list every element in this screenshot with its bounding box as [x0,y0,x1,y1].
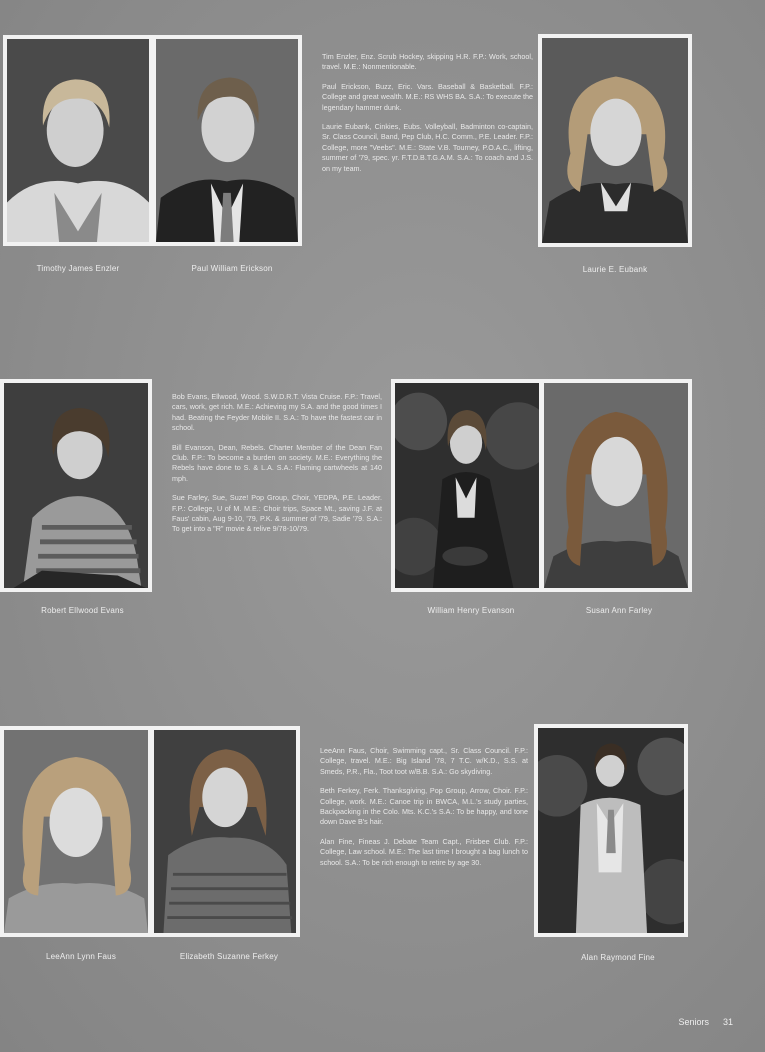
bio-faus: LeeAnn Faus, Choir, Swimming capt., Sr. Class Council. F.P.: College, travel. M.E.: Big Island '78, 7 T.C. w/K.D., S.S. at Smeds, P.R., Fla., Toot toot w/B.B. S.A.: Go skydiving. [320,746,528,776]
bio-fine: Alan Fine, Fineas J. Debate Team Capt., Frisbee Club. F.P.: College, Law school. M.E.: The last time I brought a bag lunch to school. S.A.: To be rich enough to retire by age 30. [320,836,528,867]
section-label: Seniors [678,1017,709,1027]
page-footer [678,1017,733,1027]
senior-name-fine: Alan Raymond Fine [581,953,655,962]
senior-name-ferkey: Elizabeth Suzanne Ferkey [179,952,279,961]
portrait-photo-erickson [152,35,302,246]
portrait-photo-faus [0,726,152,937]
senior-name-enzler: Timothy James Enzler [36,264,120,273]
portrait-photo-eubank [538,34,692,247]
bio-eubank: Laurie Eubank, Cinkies, Eubs. Volleyball, Badminton co-captain, Sr. Class Council, Band, Pep Club, H.C. Comm., P.E. Leader. F.P.: College, more "Veebs". M.E.: State V.B. Tourney, P.O.A.C., lifting, summer of '79, spec. yr. F.T.D.B.T.G.A.M. S.A.: To coach and J.S. on my team. [322,122,533,173]
portrait-photo-fine [534,724,688,937]
portrait-photo-enzler [3,35,153,246]
senior-name-eubank: Laurie E. Eubank [582,265,648,274]
page-number: 31 [722,1017,733,1027]
bio-block-3 [320,746,528,877]
bio-enzler: Tim Enzler, Enz. Scrub Hockey, skipping H.R. F.P.: Work, school, travel. M.E.: Nonmentionable. [322,52,533,72]
bio-erickson: Paul Erickson, Buzz, Eric. Vars. Baseball & Basketball. F.P.: College and great wealth. M.E.: RS WHS BA. S.A.: To execute the legendary hammer dunk. [322,81,533,112]
portrait-photo-ferkey [150,726,300,937]
bio-block-2 [172,392,382,544]
bio-evanson: Bill Evanson, Dean, Rebels. Charter Member of the Dean Fan Club. F.P.: To become a burden on society. M.E.: Everything the Rebels have done to S. & L.A. S.A.: Flaming cartwheels at 140 mph. [172,442,382,483]
portrait-photo-evans [0,379,152,592]
senior-name-evanson: William Henry Evanson [427,606,515,615]
senior-name-evans: Robert Ellwood Evans [41,606,124,615]
bio-evans: Bob Evans, Ellwood, Wood. S.W.D.R.T. Vista Cruise. F.P.: Travel, cars, work, get rich. M.E.: Achieving my S.A. and the good times I had. Beating the Feyder Mobile II. S.A.: To have the fastest car in school. [172,392,382,433]
bio-ferkey: Beth Ferkey, Ferk. Thanksgiving, Pop Group, Arrow, Choir. F.P.: College, work. M.E.: Canoe trip in BWCA, M.L.'s study parties, Backpacking in the Colo. Mts. K.C.'s S.A.: To be happy, and tone down Dave B's hair. [320,786,528,827]
senior-name-erickson: Paul William Erickson [191,264,273,273]
portrait-photo-farley [540,379,692,592]
bio-farley: Sue Farley, Sue, Suze! Pop Group, Choir, YEDPA, P.E. Leader. F.P.: College, U of M. M.E.: Choir trips, Space Mt., saving J.F. at Faus' cabin, Aug 9-10, '79, P.K. & summer of '79, Sadie '79. S.A.: To get into a "R" movie & relive 9/78-10/79. [172,493,382,534]
senior-name-farley: Susan Ann Farley [585,606,653,615]
portrait-photo-evanson [391,379,543,592]
bio-block-1 [322,52,533,183]
senior-name-faus: LeeAnn Lynn Faus [45,952,117,961]
